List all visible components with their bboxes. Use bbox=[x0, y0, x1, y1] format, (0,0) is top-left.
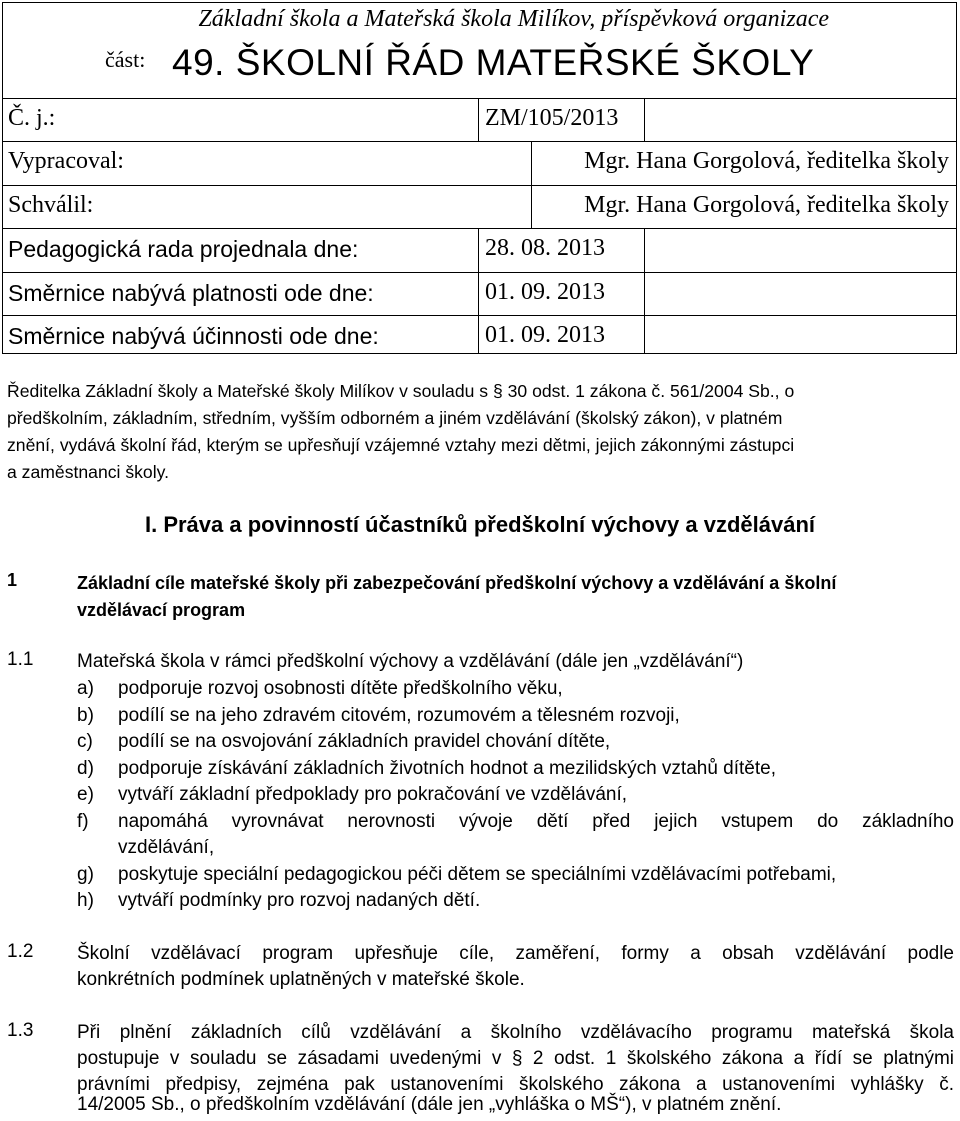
row-divider bbox=[2, 315, 957, 316]
row-divider bbox=[2, 141, 957, 142]
row-divider bbox=[2, 185, 957, 186]
validity-date-label: Směrnice nabývá platnosti ode dne: bbox=[8, 280, 374, 306]
row-divider bbox=[2, 98, 957, 99]
list-marker: b) bbox=[77, 705, 94, 726]
list-item: napomáhá vyrovnávat nerovnosti vývoje dětí před jejich vstupem do základního bbox=[118, 811, 954, 832]
intro-line: předškolním, základním, středním, vyšším odborném a jiném vzdělávání (školský zákon), v platném bbox=[7, 408, 783, 428]
subsection-title-line: Základní cíle mateřské školy při zabezpečování předškolní výchovy a vzdělávání a školní bbox=[77, 573, 837, 593]
list-item: poskytuje speciální pedagogickou péči dětem se speciálními vzdělávacími potřebami, bbox=[118, 864, 837, 885]
list-marker: d) bbox=[77, 758, 94, 779]
effective-date-label: Směrnice nabývá účinnosti ode dne: bbox=[8, 323, 379, 349]
col-divider bbox=[644, 98, 645, 141]
intro-line: znění, vydává školní řád, kterým se upřesňují vzájemné vztahy mezi dětmi, jejich zákonnými zástupci bbox=[7, 435, 795, 455]
list-item: podporuje získávání základních životních hodnot a mezilidských vztahů dítěte, bbox=[118, 758, 776, 779]
intro-line: a zaměstnanci školy. bbox=[7, 462, 169, 482]
council-date-label: Pedagogická rada projednala dne: bbox=[8, 236, 359, 262]
clause-line: Při plnění základních cílů vzdělávání a školního vzdělávacího programu mateřská škola bbox=[77, 1022, 954, 1043]
approved-by-value: Mgr. Hana Gorgolová, ředitelka školy bbox=[584, 192, 949, 218]
ref-number-label: Č. j.: bbox=[8, 105, 56, 131]
clause-line: postupuje v souladu se zásadami uvedenými v § 2 odst. 1 školského zákona a řídí se platnými bbox=[77, 1048, 954, 1069]
effective-date-value: 01. 09. 2013 bbox=[485, 322, 605, 348]
list-marker: g) bbox=[77, 864, 94, 885]
prepared-by-label: Vypracoval: bbox=[8, 148, 124, 174]
subsection-number: 1 bbox=[7, 570, 18, 590]
intro-paragraph bbox=[7, 378, 951, 486]
header-table bbox=[2, 2, 957, 354]
col-divider bbox=[531, 141, 532, 228]
row-divider bbox=[2, 272, 957, 273]
section-heading: I. Práva a povinností účastníků předškolní výchovy a vzdělávání bbox=[144, 512, 816, 537]
list-item: podílí se na osvojování základních pravidel chování dítěte, bbox=[118, 731, 611, 752]
part-label: část: bbox=[105, 47, 146, 72]
ref-number-value: ZM/105/2013 bbox=[485, 105, 619, 131]
approved-by-label: Schválil: bbox=[8, 192, 94, 218]
list-marker: c) bbox=[77, 731, 93, 752]
list-item: podílí se na jeho zdravém citovém, rozumovém a tělesném rozvoji, bbox=[118, 705, 680, 726]
col-divider bbox=[478, 98, 479, 141]
clause-number: 1.1 bbox=[7, 649, 34, 670]
document-title: 49. ŠKOLNÍ ŘÁD MATEŘSKÉ ŠKOLY bbox=[172, 42, 815, 83]
clause-line: právními předpisy, zejména pak ustanoveními školského zákona a ustanoveními vyhlášky č. bbox=[77, 1074, 954, 1095]
col-divider bbox=[478, 228, 479, 354]
list-marker: a) bbox=[77, 678, 94, 699]
school-name: Základní škola a Mateřská škola Milíkov, příspěvková organizace bbox=[198, 6, 829, 32]
clause-lead: Mateřská škola v rámci předškolní výchovy a vzdělávání (dále jen „vzdělávání“) bbox=[77, 651, 744, 672]
list-item-continuation: vzdělávání, bbox=[118, 837, 215, 858]
list-item: vytváří podmínky pro rozvoj nadaných dětí. bbox=[118, 890, 481, 911]
clause-line: 14/2005 Sb., o předškolním vzdělávání (dále jen „vyhláška o MŠ“), v platném znění. bbox=[77, 1094, 782, 1115]
prepared-by-value: Mgr. Hana Gorgolová, ředitelka školy bbox=[584, 148, 949, 174]
subsection-title-line: vzdělávací program bbox=[77, 600, 246, 620]
clause-line: konkrétních podmínek uplatněných v mateřské škole. bbox=[77, 969, 525, 990]
list-marker: e) bbox=[77, 784, 94, 805]
list-item: vytváří základní předpoklady pro pokračování ve vzdělávání, bbox=[118, 784, 628, 805]
row-divider bbox=[2, 228, 957, 229]
list-marker: f) bbox=[77, 811, 89, 832]
col-divider bbox=[644, 228, 645, 354]
council-date-value: 28. 08. 2013 bbox=[485, 235, 605, 261]
intro-line: Ředitelka Základní školy a Mateřské školy Milíkov v souladu s § 30 odst. 1 zákona č. 561/2004 Sb., o bbox=[7, 381, 795, 401]
subsection-title bbox=[77, 570, 836, 624]
list-marker: h) bbox=[77, 890, 94, 911]
list-item: podporuje rozvoj osobnosti dítěte předškolního věku, bbox=[118, 678, 563, 699]
clause-number: 1.3 bbox=[7, 1020, 34, 1041]
clause-number: 1.2 bbox=[7, 941, 34, 962]
clause-line: Školní vzdělávací program upřesňuje cíle, zaměření, formy a obsah vzdělávání podle bbox=[77, 943, 954, 964]
validity-date-value: 01. 09. 2013 bbox=[485, 279, 605, 305]
